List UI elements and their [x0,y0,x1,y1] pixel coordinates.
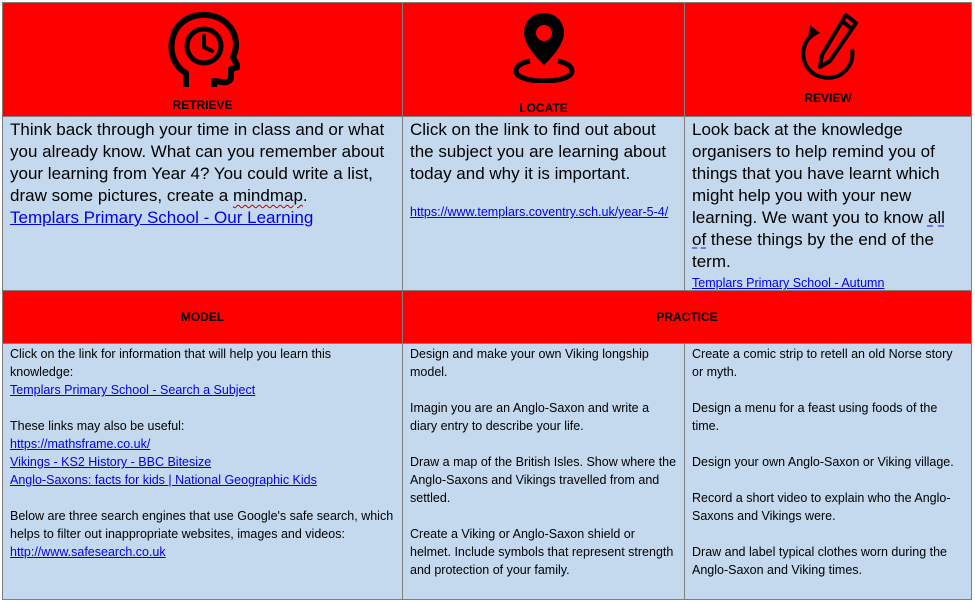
retrieve-misspelled-word: mindmap [232,186,303,205]
retrieve-header-cell [2,2,403,117]
search-a-subject-link[interactable]: Templars Primary School - Search a Subject [10,383,256,397]
locate-text: Click on the link to find out about the subject you are learning about today and why it is important. [410,120,667,183]
autumn-link[interactable]: Templars Primary School - Autumn [692,276,885,290]
review-text [685,117,971,273]
our-learning-link[interactable]: Templars Primary School - Our Learning [10,208,314,227]
practice-activity: Design your own Anglo-Saxon or Viking village. [692,455,954,469]
practice-heading: PRACTICE [656,310,718,324]
retrieve-text-part1: Think back through your time in class and or what you already know. What can you remember about your learning from Year 4? You could write a list, draw some pictures, create a [10,120,385,205]
practice-col1-cell [403,344,685,600]
model-body-cell [2,344,403,600]
safesearch-link[interactable]: http://www.safesearch.co.uk [10,545,166,559]
bbc-bitesize-link[interactable]: Vikings - KS2 History - BBC Bitesize [10,455,212,469]
locate-header-cell [403,2,685,117]
practice-activity: Design and make your own Viking longship model. [410,347,649,379]
practice-activity: Create a Viking or Anglo-Saxon shield or helmet. Include symbols that represent strength and protection of your family. [410,527,674,577]
review-header-cell [685,2,972,117]
locate-body-cell [403,117,685,291]
practice-activity: Design a menu for a feast using foods of the time. [692,401,938,433]
locate-heading: LOCATE [519,101,568,115]
retrieve-text [3,117,402,229]
year-5-4-link[interactable]: https://www.templars.coventry.sch.uk/year-5-4/ [410,205,669,219]
model-header-cell [2,291,403,344]
safe-search-description: Below are three search engines that use Google's safe search, which helps to filter out inappropriate websites, images and videos: [10,509,394,541]
nat-geo-kids-link[interactable]: Anglo-Saxons: facts for kids | National Geographic Kids [10,473,317,487]
practice-col2-cell [685,344,972,600]
mathsframe-link[interactable]: https://mathsframe.co.uk/ [10,437,151,451]
retrieve-heading: RETRIEVE [172,98,233,112]
practice-activity: Imagin you are an Anglo-Saxon and write a diary entry to describe your life. [410,401,650,433]
location-pin-icon [512,9,576,83]
useful-links-label: These links may also be useful: [10,419,185,433]
review-flagged-word-1: all [927,208,945,227]
practice-activity: Create a comic strip to retell an old Norse story or myth. [692,347,953,379]
retrieve-body-cell [2,117,403,291]
review-text-part2: these things by the end of the term. [692,230,934,271]
review-flagged-word-2: of [692,230,707,249]
retrieve-text-part2: . [302,186,308,205]
head-clock-icon [166,11,240,91]
model-intro: Click on the link for information that will help you learn this knowledge: [10,347,331,379]
safe-search-text [10,507,395,561]
review-text-part1: Look back at the knowledge organisers to help remind you of things that you have learnt which might help you with your new learning. We want you to know [692,120,940,227]
model-heading: MODEL [180,310,225,324]
practice-activity: Draw and label typical clothes worn during the Anglo-Saxon and Viking times. [692,545,947,577]
practice-activity: Record a short video to explain who the Anglo-Saxons and Vikings were. [692,491,951,523]
pencil-refresh-icon [796,11,860,83]
practice-header-cell [403,291,972,344]
review-body-cell [685,117,972,291]
practice-activity: Draw a map of the British Isles. Show where the Anglo-Saxons and Vikings travelled from and settled. [410,455,677,505]
review-heading: REVIEW [804,91,852,105]
